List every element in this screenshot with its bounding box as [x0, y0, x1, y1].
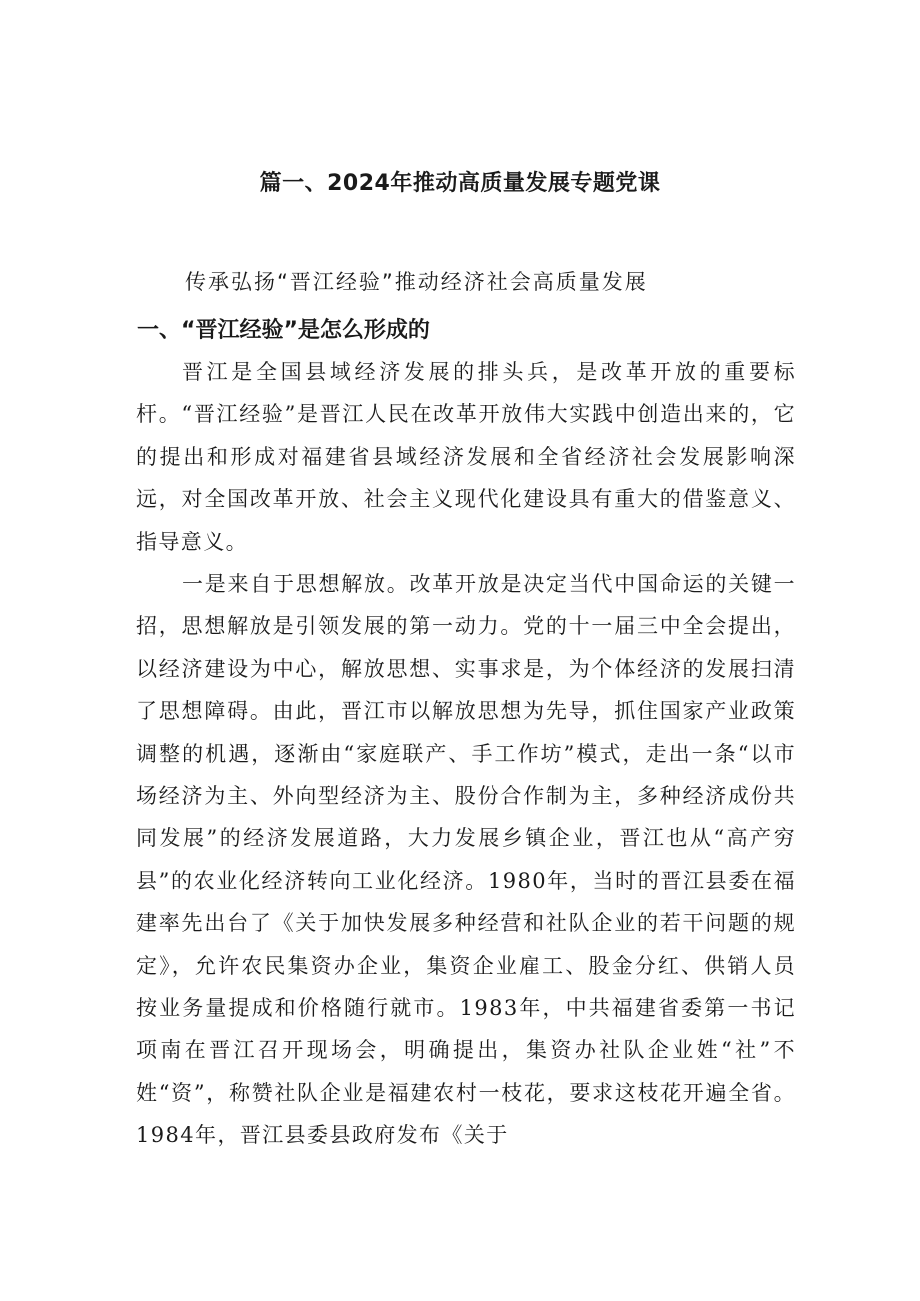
document-title: 篇一、2024年推动高质量发展专题党课 [259, 171, 661, 196]
body-paragraph-2: 一是来自于思想解放。改革开放是决定当代中国命运的关键一招，思想解放是引领发展的第一动力。党的十一届三中全会提出，以经济建设为中心，解放思想、实事求是，为个体经济的发展扫清了思想障碍。由此，晋江市以解放思想为先导，抓住国家产业政策调整的机遇，逐渐由“家庭联产、手工作坊”模式，走出一条“以市场经济为主、外向型经济为主、股份合作制为主，多种经济成份共同发展”的经济发展道路，大力发展乡镇企业，晋江也从“高产穷县”的农业化经济转向工业化经济。1980年，当时的晋江县委在福建率先出台了《关于加快发展多种经营和社队企业的若干问题的规定》，允许农民集资办企业，集资企业雇工、股金分红、供销人员按业务量提成和价格随行就市。1983年，中共福建省委第一书记项南在晋江召开现场会，明确提出，集资办社队企业姓“社”不姓“资”，称赞社队企业是福建农村一枝花，要求这枝花开遍全省。1984年，晋江县委县政府发布《关于 [136, 572, 796, 1148]
section-heading: 一、“晋江经验”是怎么形成的 [137, 318, 430, 343]
document-subtitle: 传承弘扬“晋江经验”推动经济社会高质量发展 [185, 270, 648, 294]
body-paragraph-1: 晋江是全国县域经济发展的排头兵，是改革开放的重要标杆。“晋江经验”是晋江人民在改革开放伟大实践中创造出来的，它的提出和形成对福建省县域经济发展和全省经济社会发展影响深远，对全国改革开放、社会主义现代化建设具有重大的借鉴意义、指导意义。 [136, 360, 796, 554]
